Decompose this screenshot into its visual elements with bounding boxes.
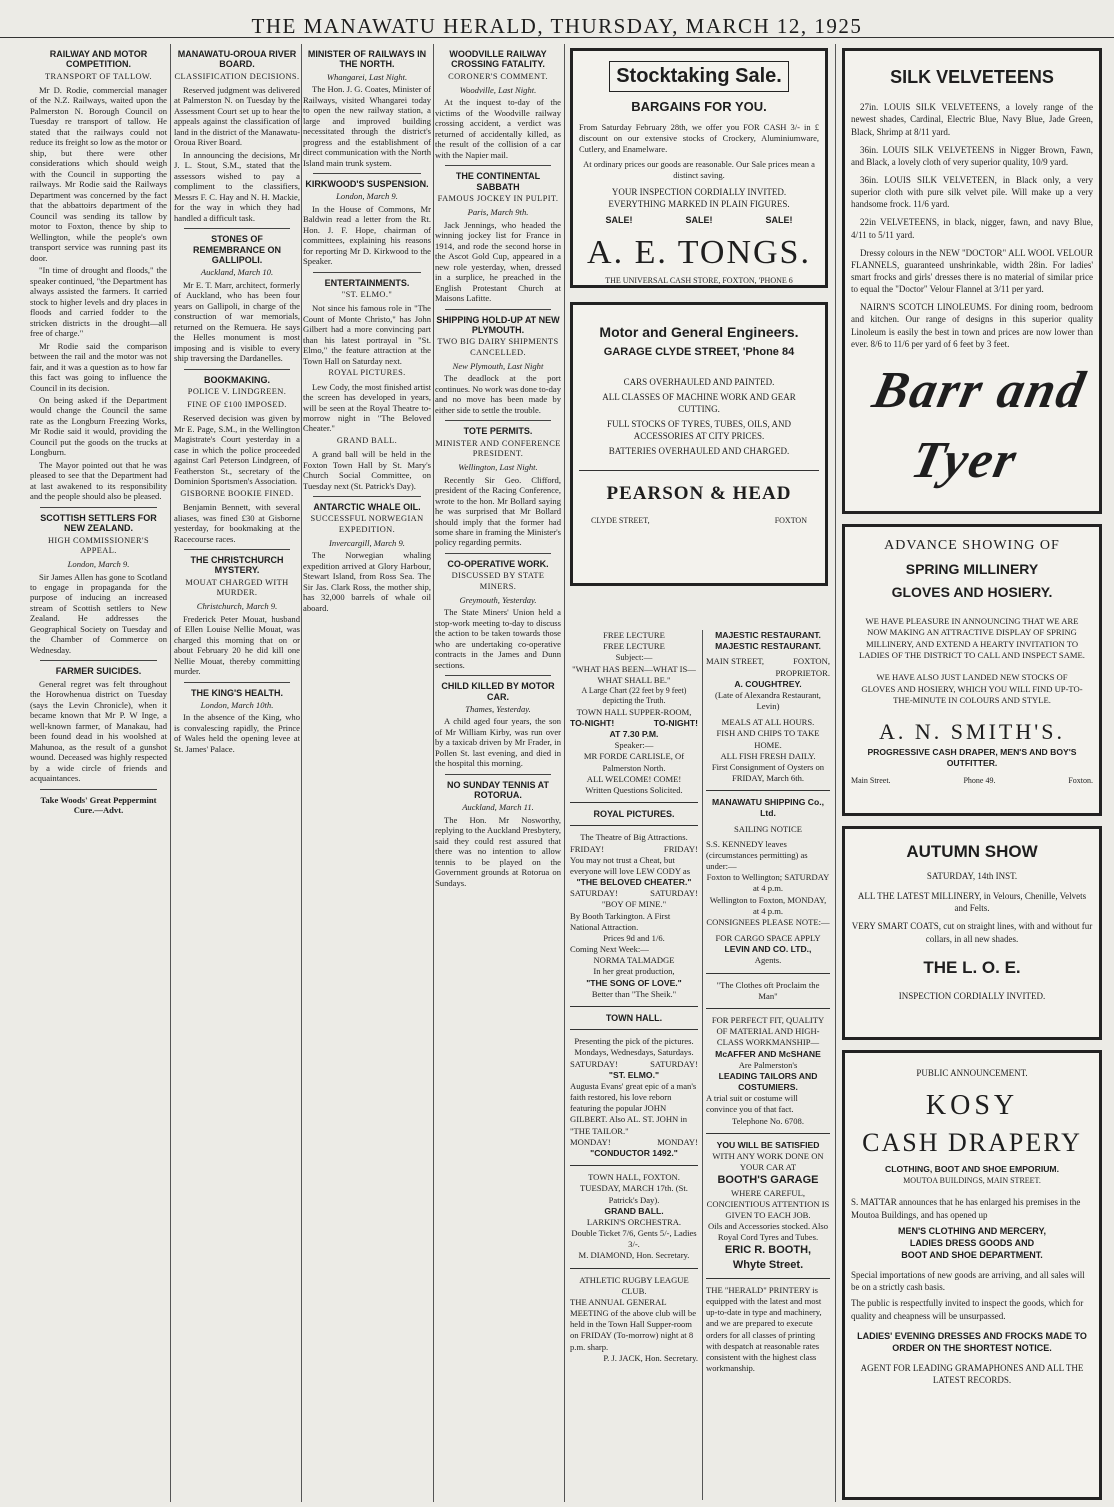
- shipping-advert: MANAWATU SHIPPING Co., Ltd. SAILING NOTICE S.S. KENNEDY leaves (circumstances permitting) as under:— Foxton to Wellington; SATURDAY at 4 p.m. Wellington to Foxton, MONDAY, at 4 p.m. CONSIGNEES PLEASE NOTE:— FOR CARGO SPACE APPLY LEVIN AND CO. LTD., Agents.: [706, 797, 830, 966]
- advert-body: At ordinary prices our goods are reasonable. Our Sale prices mean a distinct saving.: [583, 158, 815, 181]
- subhead: DISCUSSED BY STATE MINERS.: [451, 571, 545, 591]
- autumn-show-advert: [842, 826, 1102, 1040]
- article-text: The Norwegian whaling expedition arrived at Glory Harbour, Stewart Island, from Ross Sea. The Sir Jas. Clark Ross, the mother ship, has 32,000 barrels of whale oil aboard.: [303, 550, 431, 613]
- article-text: The Hon. Mr Nosworthy, replying to the Auckland Presbytery, said they could rest assured that there was no intention to allow tennis to be played on the Government grounds at Rotorua on Sundays.: [435, 814, 561, 888]
- advertiser-address: THE UNIVERSAL CASH STORE, FOXTON, 'PHONE 6: [605, 276, 793, 286]
- advert-title: Motor and General Engineers.: [599, 324, 799, 340]
- divider: [445, 165, 551, 166]
- article-text: Mr D. Rodie, commercial manager of the N.Z. Railways, waited upon the Palmerston N. Borough Council on Tuesday re transport of tallow. He stated that the railways could not reduce its freight so low as the motor or ship, but there were other considerations which should weigh with the Council in supporting the railways. Mr Rodie said the Railways Department was concerned by the fact that the abbattoirs department of the Council was sending its tallow by motor to Foxton, thence by ship to Wellington, while the people's own transport service was running past its door.: [30, 84, 167, 263]
- dateline: Paris, March 9th.: [467, 207, 529, 218]
- divider: [445, 309, 551, 310]
- column-rule: [433, 44, 434, 1502]
- article-text: Mr Rodie said the comparison between the rail and the motor was not fair, and it was a question as to how far this fact was going to influence the Council in its decision.: [30, 340, 167, 393]
- divider: [313, 173, 421, 174]
- advert-date: SATURDAY, 14th INST.: [926, 870, 1018, 881]
- divider: [445, 774, 551, 775]
- dateline: Whangarei, Last Night.: [326, 71, 408, 82]
- dateline: Christchurch, March 9.: [196, 601, 278, 612]
- headline: STONES OF REMEMBRANCE ON GALLIPOLI.: [192, 234, 281, 265]
- majestic-restaurant-advert: MAJESTIC RESTAURANT. MAJESTIC RESTAURANT. MAIN STREET, FOXTON, PROPRIETOR. A. COUGHTREY. (Late of Alexandra Restaurant, Levin) MEALS AT ALL HOURS. FISH AND CHIPS TO TAKE HOME. ALL FISH FRESH DAILY. First Consignment of Oysters on FRIDAY, March 6th.: [706, 630, 830, 784]
- divider: [313, 496, 421, 497]
- article-text: Jack Jennings, who headed the winning jockey list for France in 1914, and rode the second horse in the Ascot Gold Cup, appeared in a new role yesterday, when, dressed in a surplice, he preached in the English Protestant Church at Maisons Lafitte.: [435, 219, 561, 304]
- divider: [184, 682, 290, 683]
- department: LADIES DRESS GOODS AND: [909, 1237, 1035, 1248]
- subhead: HIGH COMMISSIONER'S APPEAL.: [47, 535, 149, 555]
- dateline: Greymouth, Yesterday.: [459, 594, 537, 605]
- article-text: Frederick Peter Mouat, husband of Ellen Louise Nellie Mouat, was charged this morning that on or about February 20 he did kill one Nellie Mouat, thereby committing murder.: [174, 613, 300, 677]
- advert-body: CARS OVERHAULED AND PAINTED.: [623, 376, 775, 387]
- advert-body: From Saturday February 28th, we offer you FOR CASH 3/- in £ discount on our extensive stocks of Crockery, Aluminiumware, Cutlery, and Enamelware.: [579, 121, 819, 155]
- headline: RAILWAY AND MOTOR COMPETITION.: [49, 49, 148, 70]
- advert-body: INSPECTION CORDIALLY INVITED.: [898, 990, 1046, 1001]
- dateline: Wellington, Last Night.: [458, 462, 538, 473]
- advert-title: ADVANCE SHOWING OF: [884, 538, 1060, 553]
- dateline: Auckland, March 10.: [200, 267, 274, 278]
- subhead: GISBORNE BOOKIE FINED.: [180, 488, 294, 498]
- article-text: Reserved judgment was delivered at Palmerston N. on Tuesday by the Assessment Court set up to hear the appeals against the classification of land in the district of the Manawatu-Oroua River Board.: [174, 84, 300, 148]
- lecture-notice: FREE LECTURE FREE LECTURE Subject:— "WHAT HAS BEEN—WHAT IS—WHAT SHALL BE." A Large Chart (22 feet by 9 feet) depicting the Truth. TOWN HALL SUPPER-ROOM, TO-NIGHT! TO-NIGHT! AT 7.30 P.M. Speaker:— MR FORDE CARLISLE, Of Palmerston North. ALL WELCOME! COME! Written Questions Solicited.: [570, 630, 698, 795]
- dateline: Woodville, Last Night.: [459, 84, 537, 95]
- masthead: [0, 8, 1114, 38]
- headline: WOODVILLE RAILWAY CROSSING FATALITY.: [449, 49, 547, 70]
- article-text: A grand ball will be held in the Foxton Town Hall by St. Mary's Church Social Committee, on Tuesday next (St. Patrick's Day).: [303, 449, 431, 491]
- booths-garage-advert: YOU WILL BE SATISFIED WITH ANY WORK DONE ON YOUR CAR AT BOOTH'S GARAGE WHERE CAREFUL, CONCIENTIOUS ATTENTION IS GIVEN TO EACH JOB. Oils and Accessories stocked. Also Royal Cord Tyres and Tubes. ERIC R. BOOTH, Whyte Street.: [706, 1139, 830, 1271]
- advert-title: SILK VELVETEENS: [890, 67, 1054, 87]
- article-text: In announcing the decisions, Mr J. L. Stout, S.M., stated that the assessors wished to pay a compliment to the classifiers, Messrs F. C. Hay and N. H. Mackie, for the way in which they had handled a difficult task.: [174, 149, 300, 223]
- advert-item: NAIRN'S SCOTCH LINOLEUMS. For dining room, bedroom and kitchen. Our range of designs in this superior quality Linoleum is easily the best in town and prices are now lower than ever. 8/6 to 11/6 per yard of 6 feet by 3 feet.: [851, 302, 1093, 349]
- news-column-2: [174, 44, 300, 1502]
- advert-body: Special importations of new goods are arriving, and all sales will be on a strictly cash basis.: [851, 1270, 1085, 1293]
- advert-body: WE HAVE PLEASURE IN ANNOUNCING THAT WE ARE NOW MAKING AN ATTRACTIVE DISPLAY OF SPRING MILLINERY, AND EXTEND A HEARTY INVITATION TO LADIES OF THE DISTRICT TO CALL AND INSPECT SAME.: [859, 615, 1085, 661]
- divider: [184, 369, 290, 370]
- herald-printery-advert: THE "HERALD" PRINTERY is equipped with the latest and most up-to-date in type and machinery, and we are prepared to execute orders for all classes of printing with despatch at reasonable rates consistent with the highest class workmanship.: [706, 1284, 822, 1374]
- article-text: In the absence of the King, who is convalescing rapidly, the Prince of Wales held the opening levee at St. James' Palace.: [174, 712, 300, 754]
- headline: MANAWATU-OROUA RIVER BOARD.: [177, 49, 297, 70]
- rugby-league-notice: ATHLETIC RUGBY LEAGUE CLUB. THE ANNUAL GENERAL MEETING of the above club will be held in the Town Hall Supper-room on FRIDAY (To-morrow) night at 8 p.m. sharp. P. J. JACK, Hon. Secretary.: [570, 1274, 698, 1363]
- sale-banner: SALE! SALE! SALE!: [605, 215, 793, 226]
- divider: [445, 420, 551, 421]
- column-rule: [564, 44, 565, 1502]
- advert-item: 36in. LOUIS SILK VELVETEEN, in Black only, a very superior cloth with pure silk velvet pile. Will make up a very handsome frock. 11/6 yard.: [851, 175, 1093, 210]
- headline: KIRKWOOD'S SUSPENSION.: [305, 179, 429, 190]
- article-text: Lew Cody, the most finished artist the screen has developed in years, will be seen at the Royal Theatre to-morrow night in "The Beloved Cheater.": [303, 381, 431, 434]
- headline: SHIPPING HOLD-UP AT NEW PLYMOUTH.: [436, 314, 560, 335]
- advert-title: CASH DRAPERY: [862, 1127, 1082, 1157]
- advert-body: LADIES' EVENING DRESSES AND FROCKS MADE TO ORDER ON THE SHORTEST NOTICE.: [857, 1330, 1087, 1353]
- stocktaking-advert: [570, 48, 828, 288]
- article-text: Recently Sir Geo. Clifford, president of the Racing Conference, wrote to the hon. Mr Bollard saying he was surprised that Mr Bollard should imply that the former had some share in framing the Minister's policy regarding permits.: [435, 474, 561, 548]
- advert-body: AGENT FOR LEADING GRAMAPHONES AND ALL THE LATEST RECORDS.: [860, 1362, 1084, 1386]
- divider: [445, 553, 551, 554]
- tailors-advert: "The Clothes oft Proclaim the Man" FOR PERFECT FIT, QUALITY OF MATERIAL AND HIGH-CLASS WORKMANSHIP— McAFFER AND McSHANE Are Palmerston's LEADING TAILORS AND COSTUMIERS. A trial suit or costume will convince you of that fact. Telephone No. 6708.: [706, 980, 830, 1127]
- advert-body: ALL CLASSES OF MACHINE WORK AND GEAR CUTTING.: [602, 391, 796, 415]
- article-text: The State Miners' Union held a stop-work meeting to-day to discuss the action to be taken towards those who are undertaking co-operative contracts in the James and Dunn sections.: [435, 607, 561, 670]
- headline: FARMER SUICIDES.: [55, 666, 142, 677]
- dateline: London, March 9.: [336, 191, 398, 202]
- advert-title: ROYAL PICTURES.: [593, 809, 675, 820]
- masthead-title: THE MANAWATU HERALD, THURSDAY, MARCH 12, 1925: [251, 14, 863, 38]
- kosy-cash-drapery-advert: [842, 1050, 1102, 1500]
- advert-title: SPRING MILLINERY: [905, 560, 1039, 577]
- column-rule: [835, 44, 836, 1502]
- advertiser-name: PEARSON & HEAD: [579, 470, 819, 507]
- article-text: On being asked if the Department would change the Council the same rate as the Longburn Freezing Works, Mr Rodie said it would, providing the Council put the goods on the trucks at Longburn.: [30, 394, 167, 458]
- advert-line: Take Woods' Great Peppermint Cure.—Advt.: [40, 794, 157, 816]
- advert-title: GLOVES AND HOSIERY.: [891, 583, 1053, 600]
- article-text: General regret was felt throughout the Horowhenua district on Tuesday (says the Levin Chronicle), when it became known that Mr P. W Inge, a well-known farmer, of Manakau, had been found dead in his woolshed at Mahunoa, as the result of a gunshot wound. Deceased was highly respected by a wide circle of friends and acquaintances.: [30, 678, 167, 784]
- headline: TOTE PERMITS.: [463, 426, 533, 437]
- headline: THE CHRISTCHURCH MYSTERY.: [190, 555, 284, 576]
- advertiser-logo: Barr and Tyer: [867, 361, 1092, 490]
- article-text: Reserved decision was given by Mr E. Page, S.M., in the Wellington Magistrate's Court yesterday in a case in which the police proceeded against Carl Peterson Lindgreen, of Featherston St., secretary of the Dominion Sportsmen's Association.: [174, 413, 300, 487]
- subhead: SUCCESSFUL NORWEGIAN EXPEDITION.: [310, 514, 424, 534]
- advert-title: AUTUMN SHOW: [906, 842, 1038, 861]
- subhead: "ST. ELMO.": [341, 290, 393, 300]
- headline: CO-OPERATIVE WORK.: [447, 558, 549, 569]
- article-text: "In time of drought and floods," the speaker continued, "the Department has always assisted the farmers. It carried stock to higher levels and dry places in floods and carried fodder to the stricken districts in the drought—all free of charge.": [30, 265, 167, 339]
- divider: [40, 507, 157, 508]
- advertiser-name: A. N. SMITH'S.: [879, 718, 1065, 744]
- subhead: TRANSPORT OF TALLOW.: [45, 71, 152, 81]
- advert-body: The public is respectfully invited to inspect the goods, which for quality and cheapness will be unsurpassed.: [851, 1298, 1084, 1321]
- advertiser-name: THE L. O. E.: [923, 957, 1021, 977]
- department: MEN'S CLOTHING AND MERCERY,: [898, 1225, 1046, 1236]
- article-text: The Mayor pointed out that he was pleased to see that the Department had at last awakened to its responsibility and the people should also be pleased.: [30, 459, 167, 502]
- advert-item: 36in. LOUIS SILK VELVETEENS in Nigger Brown, Fawn, and Black, a lovely cloth of very superior quality, 10/9 yard.: [851, 144, 1093, 167]
- advert-body: FULL STOCKS OF TYRES, TUBES, OILS, AND ACCESSORIES AT CITY PRICES.: [607, 419, 791, 442]
- dateline: London, March 9.: [67, 559, 130, 570]
- advert-body: VERY SMART COATS, cut on straight lines, with and without fur collars, in all new shades.: [851, 921, 1093, 944]
- headline: SCOTTISH SETTLERS FOR NEW ZEALAND.: [40, 512, 157, 534]
- subhead: ROYAL PICTURES.: [328, 368, 406, 378]
- subhead: POLICE V. LINDGREEN.: [187, 386, 287, 396]
- advertiser-address: CLYDE STREET, FOXTON: [591, 516, 807, 526]
- headline: ENTERTAINMENTS.: [324, 277, 410, 288]
- advert-body: WE HAVE ALSO JUST LANDED NEW STOCKS OF GLOVES AND HOSIERY, WHICH YOU WILL FIND UP-TO-THE-MINUTE IN COLOURS AND STYLE.: [861, 672, 1083, 706]
- advert-body: YOUR INSPECTION CORDIALLY INVITED.: [611, 186, 787, 197]
- subhead: CLASSIFICATION DECISIONS.: [174, 71, 300, 81]
- advertiser-address: Main Street. Phone 49. Foxton.: [851, 775, 1093, 785]
- subhead: MINISTER AND CONFERENCE PRESIDENT.: [435, 438, 561, 458]
- headline: THE KING'S HEALTH.: [191, 687, 283, 698]
- divider: [40, 660, 157, 661]
- subhead: FINE OF £100 IMPOSED.: [187, 400, 287, 410]
- advert-title: Stocktaking Sale.: [609, 61, 789, 92]
- royal-pictures-advert: The Theatre of Big Attractions. FRIDAY! FRIDAY! You may not trust a Cheat, but everyone will love LEW CODY as "THE BELOVED CHEATER." SATURDAY! SATURDAY! "BOY OF MINE." By Booth Tarkington. A First National Attraction. Prices 9d and 1/6. Coming Next Week:— NORMA TALMADGE In her great production, "THE SONG OF LOVE." Better than "The Sheik.": [570, 832, 698, 999]
- dateline: London, March 10th.: [200, 699, 274, 710]
- advert-title: TOWN HALL.: [605, 1012, 663, 1023]
- advert-body: S. MATTAR announces that he has enlarged his premises in the Moutoa Buildings, and has opened up: [851, 1197, 1081, 1220]
- dateline: New Plymouth, Last Night: [452, 360, 544, 371]
- dateline: Thames, Yesterday.: [465, 703, 531, 714]
- headline: ANTARCTIC WHALE OIL.: [313, 502, 421, 513]
- advert-title: KOSY: [925, 1090, 1019, 1122]
- grand-ball-notice: TOWN HALL, FOXTON. TUESDAY, MARCH 17th. (St. Patrick's Day). GRAND BALL. LARKIN'S ORCHESTRA. Double Ticket 7/6, Gents 5/-, Ladies 3/-. M. DIAMOND, Hon. Secretary.: [571, 1172, 697, 1261]
- column-rule: [301, 44, 302, 1502]
- subhead: GRAND BALL.: [336, 435, 398, 445]
- advert-body: BATTERIES OVERHAULED AND CHARGED.: [608, 446, 790, 457]
- article-text: The Hon. J. G. Coates, Minister of Railways, visited Whangarei today to open the new railway station, a large and improved building necessitated through the district's progress and the establishment of direct communication with the North Island main trunk system.: [303, 84, 431, 168]
- town-hall-advert: Presenting the pick of the pictures. Mondays, Wednesdays, Saturdays. SATURDAY! SATURDAY! "ST. ELMO." Augusta Evans' great epic of a man's faith restored, his love reborn featuring the popular JOHN GILBERT. Also AL. ST. JOHN in "THE TAILOR." MONDAY! MONDAY! "CONDUCTOR 1492.": [570, 1036, 698, 1158]
- article-text: Not since his famous role in "The Count of Monte Christo," has John Gilbert had a more convincing part than his latest portrayal in "St. Elmo," the feature attraction at the Town Hall on Saturday next.: [303, 303, 431, 366]
- article-text: The deadlock at the port continues. No work was done to-day and no move has been made by either side to settle the trouble.: [435, 373, 561, 415]
- article-text: At the inquest to-day of the victims of the Woodville railway crossing accident, a verdict was returned of accidentally killed, as the result of the collision of a car with the Napier mail.: [435, 97, 561, 160]
- column-rule: [170, 44, 171, 1502]
- headline: BOOKMAKING.: [204, 374, 270, 385]
- advert-body: EVERYTHING MARKED IN PLAIN FIGURES.: [608, 199, 790, 210]
- article-text: Benjamin Bennett, with several aliases, was fined £30 at Gisborne yesterday, for bookmaking at the Racecourse races.: [174, 502, 300, 544]
- divider: [313, 272, 421, 273]
- silk-velveteens-advert: [842, 48, 1102, 514]
- department: BOOT AND SHOE DEPARTMENT.: [901, 1249, 1043, 1260]
- article-text: In the House of Commons, Mr Baldwin read a letter from the Rt. Hon. J. F. Hope, chairman of committees, explaining his reasons for reporting Mr D. Kirkwood to the Speaker.: [303, 203, 431, 267]
- advert-item: 27in. LOUIS SILK VELVETEENS, a lovely range of the newest shades, Cardinal, Electric Blue, Navy Blue, Jade Green, Black, Shrimp at 8/11 yard.: [851, 102, 1093, 137]
- subhead: FAMOUS JOCKEY IN PULPIT.: [437, 194, 559, 204]
- news-column-1: [30, 44, 167, 1502]
- headline: MINISTER OF RAILWAYS IN THE NORTH.: [307, 49, 427, 70]
- headline: CHILD KILLED BY MOTOR CAR.: [441, 681, 555, 702]
- column-rule: [702, 630, 703, 1500]
- divider: [445, 675, 551, 676]
- advert-subtitle: GARAGE CLYDE STREET, 'Phone 84: [603, 345, 795, 358]
- advert-item: Dressy colours in the NEW "DOCTOR" ALL WOOL VELOUR FLANNELS, guaranteed unshrinkable, width 28in. For ladies' smart frocks and girls' dresses there is no material of similar price to equal the "Doctor" Velour Flannel at 3/11 per yard.: [851, 247, 1093, 295]
- news-column-3: [303, 44, 431, 1502]
- advertiser-name: A. E. TONGS.: [587, 234, 811, 272]
- article-text: Sir James Allen has gone to Scotland to engage in propaganda for the purpose of inducing an increased stream of Scottish settlers to New Zealand. He addresses the Geographical Society on Tuesday and the Chamber of Commerce on Wednesday.: [30, 571, 167, 655]
- advert-subtitle: BARGAINS FOR YOU.: [631, 99, 767, 114]
- advert-preheading: PUBLIC ANNOUNCEMENT.: [916, 1068, 1028, 1078]
- headline: NO SUNDAY TENNIS AT ROTORUA.: [446, 779, 549, 801]
- advert-subtitle: CLOTHING, BOOT AND SHOE EMPORIUM.: [885, 1164, 1059, 1175]
- classified-column-1: [570, 630, 698, 1500]
- divider: [40, 789, 157, 790]
- subhead: MOUAT CHARGED WITH MURDER.: [185, 577, 289, 597]
- advertiser-tagline: PROGRESSIVE CASH DRAPER, MEN'S AND BOY'S OUTFITTER.: [867, 746, 1077, 769]
- subhead: CORONER'S COMMENT.: [448, 71, 548, 81]
- advert-item: 22in VELVETEENS, in black, nigger, fawn, and navy Blue, 4/11 to 5/11 yard.: [851, 217, 1093, 240]
- headline: THE CONTINENTAL SABBATH: [455, 171, 541, 192]
- subhead: TWO BIG DAIRY SHIPMENTS CANCELLED.: [437, 337, 559, 357]
- article-text: Mr E. T. Marr, architect, formerly of Auckland, who has been four years on Gallipoli, in charge of the construction of war memorials, returned on the Remuera. He says the Helles monument is most imposing and is visible to every ship traversing the Dardanelles.: [174, 279, 300, 364]
- millinery-advert: [842, 524, 1102, 816]
- dateline: Auckland, March 11.: [462, 802, 534, 813]
- divider: [184, 549, 290, 550]
- dateline: Invercargill, March 9.: [329, 537, 405, 548]
- advert-body: ALL THE LATEST MILLINERY, in Velours, Chenille, Velvets and Felts.: [857, 891, 1087, 914]
- motor-engineers-advert: [570, 302, 828, 586]
- advertiser-address: MOUTOA BUILDINGS, MAIN STREET.: [903, 1175, 1041, 1185]
- article-text: A child aged four years, the son of Mr William Kirby, was run over by a taxicab driven by Mr Frader, in Pollen St. last evening, and died in the hospital this morning.: [435, 716, 561, 769]
- news-column-4: [435, 44, 561, 1502]
- classified-column-2: [706, 630, 830, 1500]
- divider: [184, 228, 290, 229]
